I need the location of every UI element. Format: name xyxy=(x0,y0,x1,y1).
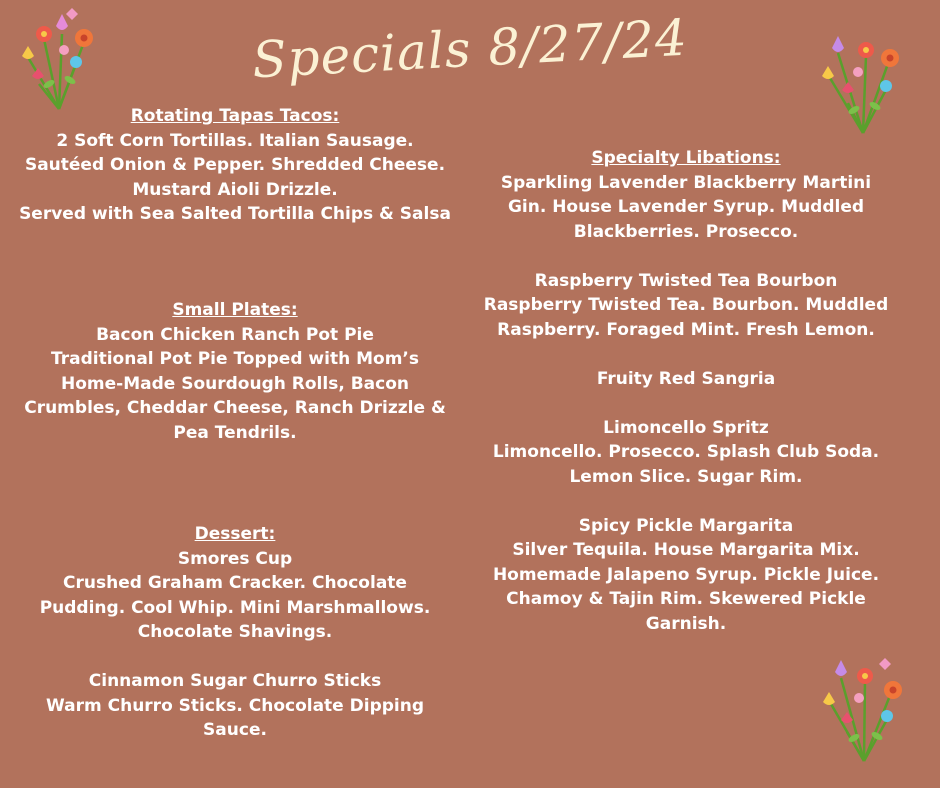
menu-line: Mustard Aioli Drizzle. xyxy=(132,179,338,200)
menu-line: Garnish. xyxy=(645,613,727,634)
menu-line: Crumbles, Cheddar Cheese, Ranch Drizzle & xyxy=(24,398,446,418)
flower-bouquet-icon xyxy=(14,4,104,114)
menu-line: Served with Sea Salted Tortilla Chips & Salsa xyxy=(19,204,451,224)
menu-line: Blackberries. Prosecco. xyxy=(573,221,799,242)
menu-line: Homemade Jalapeno Syrup. Pickle Juice. xyxy=(492,564,880,585)
menu-line: Sautéed Onion & Pepper. Shredded Cheese. xyxy=(24,155,446,175)
menu-line: 2 Soft Corn Tortillas. Italian Sausage. xyxy=(56,130,414,151)
menu-line: Pea Tendrils. xyxy=(173,422,297,443)
menu-line: Gin. House Lavender Syrup. Muddled xyxy=(507,197,865,217)
menu-line: Crushed Graham Cracker. Chocolate xyxy=(63,573,407,593)
section-title: Small Plates: xyxy=(172,300,298,320)
dessert-section xyxy=(10,522,460,743)
menu-line xyxy=(462,342,910,367)
menu-line: Raspberry. Foraged Mint. Fresh Lemon. xyxy=(497,319,875,340)
left-column xyxy=(10,0,460,788)
menu-line xyxy=(10,645,460,670)
menu-line xyxy=(462,244,910,269)
menu-line: Cinnamon Sugar Churro Sticks xyxy=(88,671,382,691)
menu-line: Bacon Chicken Ranch Pot Pie xyxy=(96,324,374,345)
menu-line: Smores Cup xyxy=(177,548,293,569)
menu-line: Raspberry Twisted Tea. Bourbon. Muddled xyxy=(483,295,889,315)
menu-line: Limoncello. Prosecco. Splash Club Soda. xyxy=(492,442,880,462)
flower-bouquet-icon xyxy=(818,656,910,766)
section-title: Dessert: xyxy=(194,524,276,544)
menu-line xyxy=(462,391,910,416)
page-title: Specials 8/27/24 xyxy=(250,8,690,90)
menu-line: Pudding. Cool Whip. Mini Marshmallows. xyxy=(39,597,431,618)
section-title: Specialty Libations: xyxy=(591,148,781,168)
menu-line xyxy=(462,489,910,514)
small-plates-section xyxy=(10,298,460,445)
menu-line: Spicy Pickle Margarita xyxy=(578,515,794,536)
menu-line: Lemon Slice. Sugar Rim. xyxy=(569,466,803,487)
tacos-section xyxy=(10,104,460,227)
menu-line: Sauce. xyxy=(203,720,267,740)
menu-line: Chamoy & Tajin Rim. Skewered Pickle xyxy=(506,589,866,609)
menu-line: Silver Tequila. House Margarita Mix. xyxy=(512,540,860,560)
menu-line: Limoncello Spritz xyxy=(603,417,769,438)
menu-line: Chocolate Shavings. xyxy=(137,622,333,642)
menu-line: Fruity Red Sangria xyxy=(596,368,776,389)
menu-line: Raspberry Twisted Tea Bourbon xyxy=(534,270,838,291)
flower-bouquet-icon xyxy=(818,28,908,138)
menu-line: Home-Made Sourdough Rolls, Bacon xyxy=(61,373,409,394)
menu-line: Warm Churro Sticks. Chocolate Dipping xyxy=(45,695,425,716)
section-title: Rotating Tapas Tacos: xyxy=(130,106,340,126)
menu-line: Sparkling Lavender Blackberry Martini xyxy=(500,172,872,193)
libations-section xyxy=(462,146,910,636)
menu-line: Traditional Pot Pie Topped with Mom’s xyxy=(51,349,419,369)
